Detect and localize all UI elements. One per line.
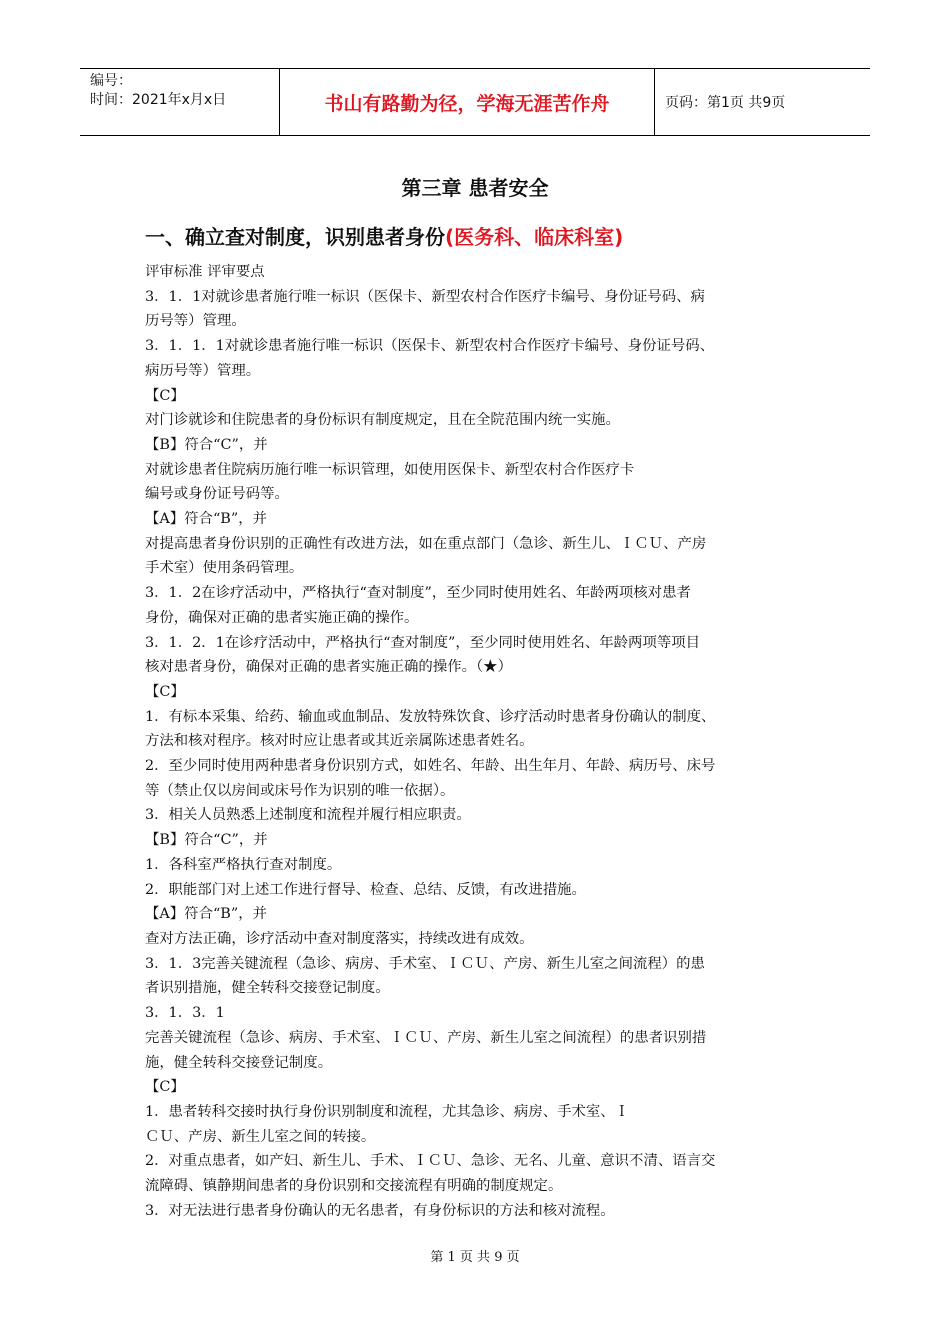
section-title: 一、确立查对制度，识别患者身份 [145,225,445,249]
body-line: 手术室）使用条码管理。 [145,560,304,577]
section-dept: (医务科、临床科室) [445,225,624,249]
body-line: 方法和核对程序。核对时应让患者或其近亲属陈述患者姓名。 [145,733,534,750]
header-table [80,68,870,136]
body-line: 3．1．2在诊疗活动中，严格执行“查对制度”，至少同时使用姓名、年龄两项核对患者 [145,585,691,602]
chapter-title: 第三章 患者安全 [401,176,549,200]
header-meta [80,69,280,135]
body-line: 3．对无法进行患者身份确认的无名患者，有身份标识的方法和核对流程。 [145,1202,615,1219]
body-line: 3．1．1．1对就诊患者施行唯一标识（医保卡、新型农村合作医疗卡编号、身份证号码、 [145,338,715,355]
page-footer: 第 1 页 共 9 页 [430,1250,520,1265]
body-line: 对提高患者身份识别的正确性有改进方法，如在重点部门（急诊、新生儿、ＩＣＵ、产房 [145,535,707,552]
body-line: 3．相关人员熟悉上述制度和流程并履行相应职责。 [145,807,471,824]
body-line: 【A】符合“B”，并 [145,511,268,528]
document-body [145,260,810,1223]
body-line: 流障碍、镇静期间患者的身份识别和交接流程有明确的制度规定。 [145,1178,563,1195]
body-line: 者识别措施，健全转科交接登记制度。 [145,980,390,997]
body-line: 【C】 [145,1079,185,1096]
body-line: 核对患者身份，确保对正确的患者实施正确的操作。（★） [145,659,512,676]
body-line: 对就诊患者住院病历施行唯一标识管理，如使用医保卡、新型农村合作医疗卡 [145,461,635,478]
body-line: 2．职能部门对上述工作进行督导、检查、总结、反馈，有改进措施。 [145,881,586,898]
body-line: 编号或身份证号码等。 [145,486,289,503]
body-line: 3．1．2．1在诊疗活动中，严格执行“查对制度”，至少同时使用姓名、年龄两项等项目 [145,634,701,651]
doc-date: 时间：2021年x月x日 [90,92,227,108]
body-line: 【B】符合“C”，并 [145,832,268,849]
body-line: 1．有标本采集、给药、输血或血制品、发放特殊饮食、诊疗活动时患者身份确认的制度、 [145,708,716,725]
body-line: 等（禁止仅以房间或床号作为识别的唯一依据）。 [145,782,455,799]
body-line: 【A】符合“B”，并 [145,906,268,923]
body-line: 【C】 [145,683,185,700]
body-line: 2．对重点患者，如产妇、新生儿、手术、ＩＣＵ、急诊、无名、儿童、意识不清、语言交 [145,1153,716,1170]
body-line: 评审标准 评审要点 [145,264,265,280]
body-line: 查对方法正确，诊疗活动中查对制度落实，持续改进有成效。 [145,930,534,947]
body-line: 病历号等）管理。 [145,362,261,379]
body-line: 3．1．1对就诊患者施行唯一标识（医保卡、新型农村合作医疗卡编号、身份证号码、病 [145,288,705,305]
body-line: 身份，确保对正确的患者实施正确的操作。 [145,609,419,626]
header-page-info: 页码：第1页 共9页 [665,95,786,111]
body-line: 完善关键流程（急诊、病房、手术室、ＩＣＵ、产房、新生儿室之间流程）的患者识别措 [145,1029,707,1046]
body-line: 2．至少同时使用两种患者身份识别方式，如姓名、年龄、出生年月、年龄、病历号、床号 [145,758,716,775]
body-line: 1．各科室严格执行查对制度。 [145,856,342,873]
header-motto: 书山有路勤为径，学海无涯苦作舟 [280,69,655,135]
body-line: ＣＵ、产房、新生儿室之间的转接。 [145,1128,376,1145]
body-line: 历号等）管理。 [145,313,246,330]
body-line: 施，健全转科交接登记制度。 [145,1054,333,1071]
doc-number: 编号： [90,73,132,89]
body-line: 对门诊就诊和住院患者的身份标识有制度规定，且在全院范围内统一实施。 [145,412,620,429]
body-line: 3．1．3．1 [145,1005,225,1022]
body-line: 【C】 [145,387,185,404]
section-heading [145,221,623,250]
body-line: 【B】符合“C”，并 [145,436,268,453]
body-line: 3．1．3完善关键流程（急诊、病房、手术室、ＩＣＵ、产房、新生儿室之间流程）的患 [145,955,705,972]
body-line: 1．患者转科交接时执行身份识别制度和流程，尤其急诊、病房、手术室、Ｉ [145,1103,630,1120]
